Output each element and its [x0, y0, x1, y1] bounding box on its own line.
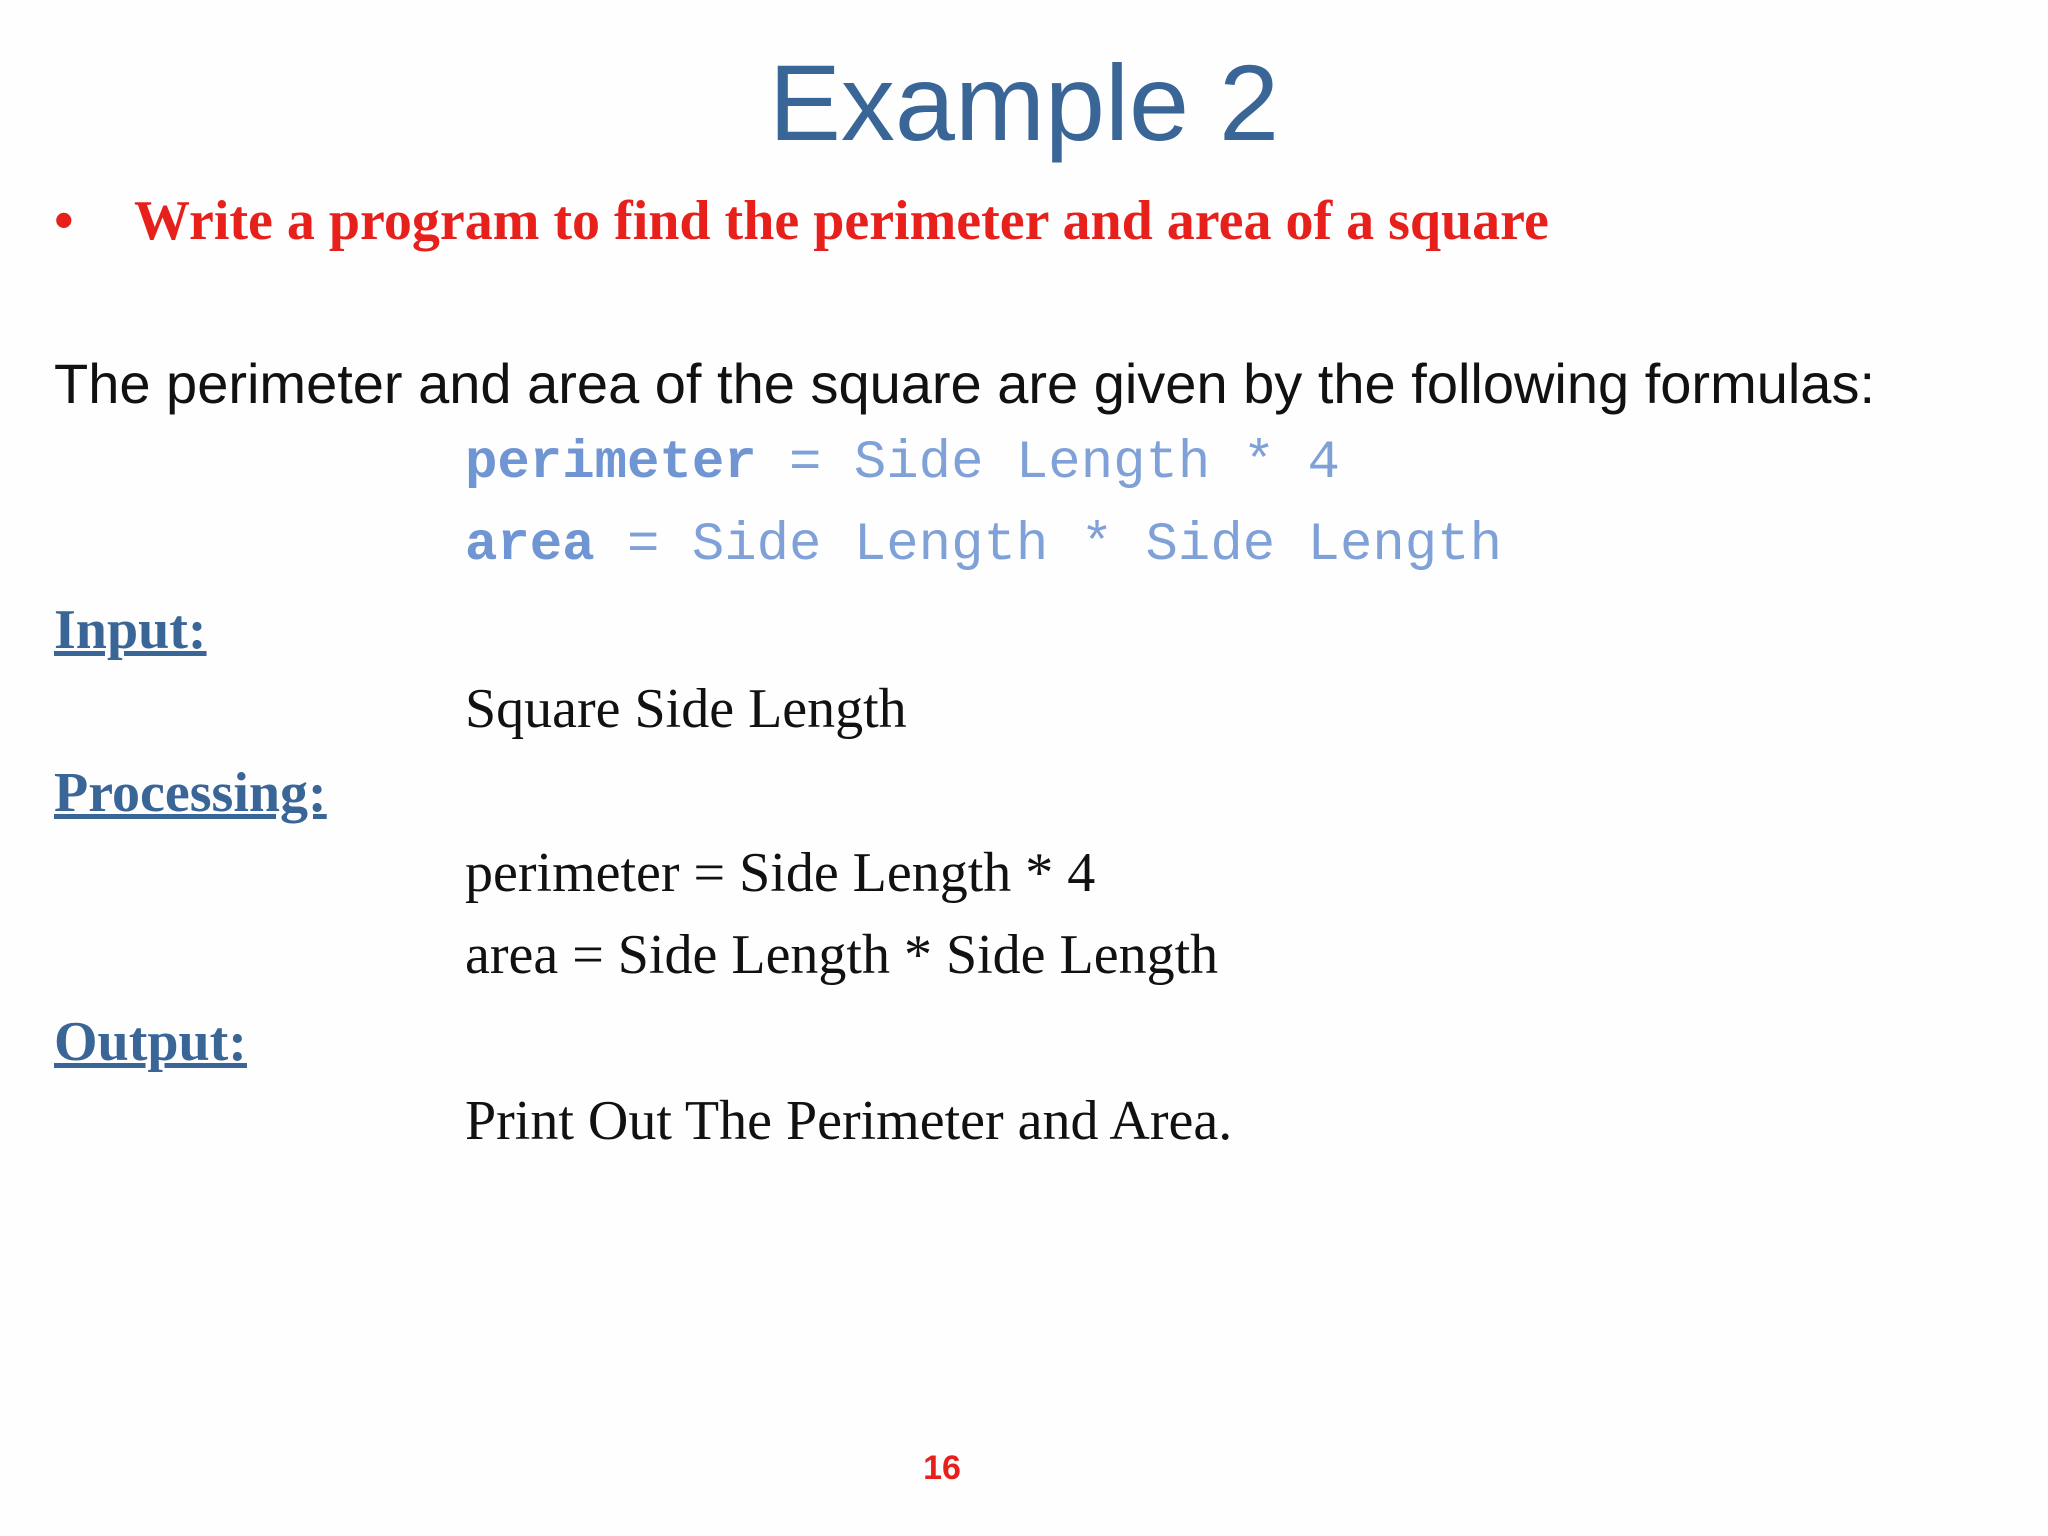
processing-line: perimeter = Side Length * 4: [465, 842, 1096, 904]
formula-keyword: perimeter: [465, 433, 757, 494]
bullet-text: Write a program to find the perimeter and area of a square: [134, 190, 1549, 252]
output-heading: Output:: [54, 1011, 247, 1073]
bullet-icon: •: [54, 190, 74, 252]
processing-heading: Processing:: [54, 762, 327, 824]
formula-keyword: area: [465, 515, 595, 576]
input-line: Square Side Length: [465, 678, 907, 740]
page-number: 16: [923, 1449, 961, 1487]
intro-text: The perimeter and area of the square are given by the following formulas:: [54, 352, 1876, 415]
formula-expression: = Side Length * 4: [756, 433, 1340, 494]
output-line: Print Out The Perimeter and Area.: [465, 1090, 1233, 1152]
formula-expression: = Side Length * Side Length: [594, 515, 1502, 576]
input-heading: Input:: [54, 599, 207, 661]
formula-area: [465, 514, 1502, 579]
bullet-item: [54, 188, 1549, 255]
slide-title: Example 2: [768, 42, 1280, 163]
processing-line: area = Side Length * Side Length: [465, 924, 1219, 986]
formula-perimeter: [465, 432, 1340, 497]
